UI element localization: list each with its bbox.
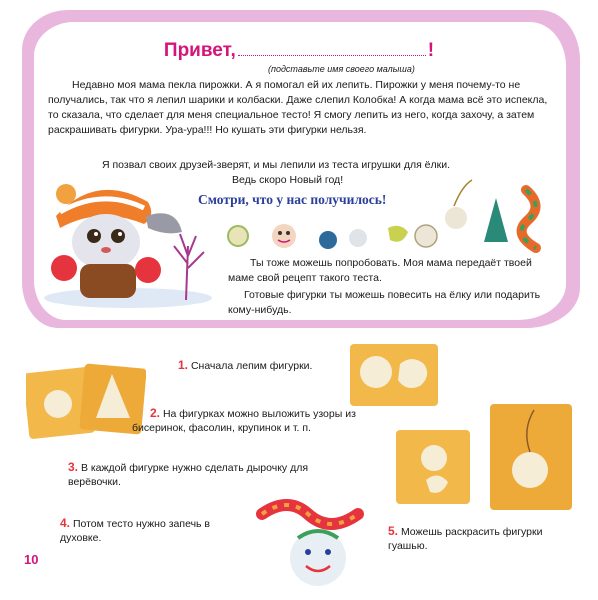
step-4-text: Потом тесто нужно запечь в духовке. [60,518,211,544]
page-number: 10 [24,552,39,567]
step-1-text: Сначала лепим фигурки. [190,360,313,372]
name-blank-line [238,41,426,56]
step-5-text: Можешь раскрасить фигурки гуашью. [388,526,543,552]
friends-line-2: Ведь скоро Новый год! [232,174,344,186]
bunny-illustration-icon [36,176,216,310]
story-paragraph: Недавно моя мама пекла пирожки. А я помогал ей их лепить. Пирожки у меня почему-то не получались, так что я лепил шарики и колбаски. Даже слепил Колобка! А когда мама всё это испекла, то сказала, что сделает для меня специальное тесто! Я смогу лепить из него, когда захочу, а затем раскрашивать фигурки. Ура-ура!!! Но кушать эти фигурки нельзя. [48,79,548,136]
step-2-number: 2. [150,406,161,420]
step-5 [388,524,584,553]
step-3-text: В каждой фигурке нужно сделать дырочку для верёвочки. [68,462,309,488]
step-3-number: 3. [68,460,79,474]
dough-photo-step3-icon [394,400,576,516]
dough-photo-step4-icon [248,494,378,594]
step-5-number: 5. [388,524,399,538]
greeting-exclaim: ! [427,40,435,61]
friends-line-1: Я позвал своих друзей-зверят, и мы лепили из теста игрушки для ёлки. [102,159,451,171]
try-text-2: Готовые фигурки ты можешь повесить на ёлку или подарить кому-нибудь. [228,289,541,316]
greeting-title [0,40,598,62]
step-2-text: На фигурках можно выложить узоры из бисеринок, фасолин, крупинок и т. п. [132,408,356,434]
greeting-word: Привет, [163,40,236,61]
step-4 [60,516,244,545]
try-text-1: Ты тоже можешь попробовать. Моя мама передаёт твоей маме свой рецепт такого теста. [228,257,532,284]
step-2 [132,406,382,435]
step-1-number: 1. [178,358,189,372]
step-1 [178,358,312,373]
name-hint: (подставьте имя своего малыша) [268,64,415,74]
step-4-number: 4. [60,516,71,530]
step-3 [68,460,348,489]
ornament-figures-icon [222,176,552,256]
dough-photo-step2-icon [26,362,146,440]
result-subtitle: Смотри, что у нас получилось! [198,192,387,207]
